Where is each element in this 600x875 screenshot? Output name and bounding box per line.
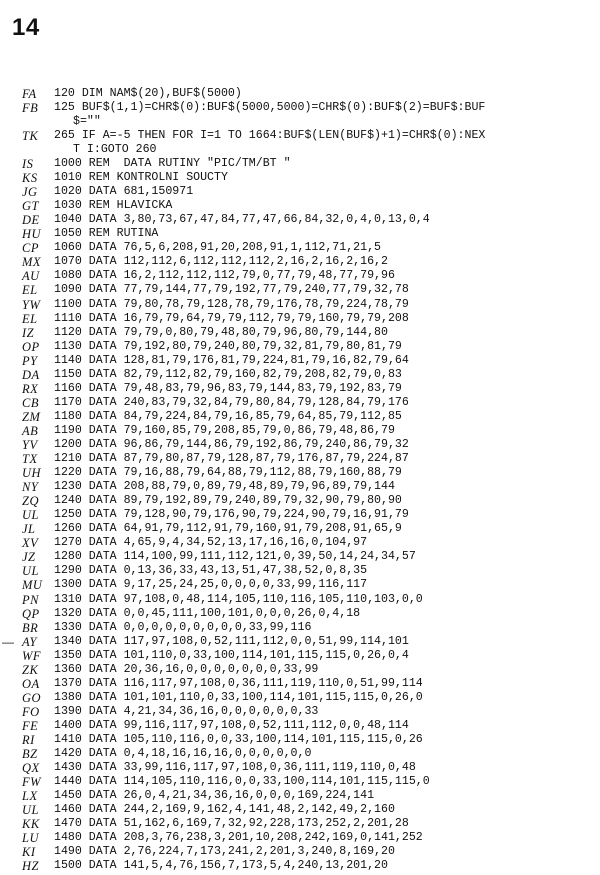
listing-line (22, 241, 592, 255)
listing-line (22, 368, 592, 382)
listing-line (22, 550, 592, 564)
line-code: 1140 DATA 128,81,79,176,81,79,224,81,79,16,82,79,64 (54, 353, 409, 367)
listing-line (22, 747, 592, 761)
listing-line (22, 396, 592, 410)
line-checksum: MU (22, 578, 43, 593)
line-code: 1200 DATA 96,86,79,144,86,79,192,86,79,240,86,79,32 (54, 437, 409, 451)
line-code-block (54, 171, 592, 185)
margin-mark: — (2, 634, 14, 649)
line-checksum: MX (22, 255, 42, 270)
line-checksum: JG (22, 185, 38, 200)
listing-line (22, 340, 592, 354)
listing-line (22, 705, 592, 719)
line-code-block (54, 101, 592, 129)
line-checksum: AU (22, 269, 40, 284)
line-code-block (54, 817, 592, 831)
line-code-block (54, 845, 592, 859)
listing-line (22, 255, 592, 269)
line-code: 1360 DATA 20,36,16,0,0,0,0,0,0,0,33,99 (54, 662, 319, 676)
line-checksum: KI (22, 845, 36, 860)
listing-line (22, 382, 592, 396)
line-checksum: YV (22, 437, 38, 452)
line-code-block (54, 663, 592, 677)
line-checksum: RX (22, 381, 39, 396)
listing-line (22, 283, 592, 297)
listing-line (22, 733, 592, 747)
line-checksum: ZM (22, 409, 41, 424)
line-code-block (54, 789, 592, 803)
listing-line (22, 803, 592, 817)
line-code-block (54, 283, 592, 297)
line-checksum: FB (22, 101, 39, 116)
listing-line (22, 466, 592, 480)
listing-line (22, 564, 592, 578)
line-checksum: ZK (22, 662, 39, 677)
listing-line (22, 508, 592, 522)
line-checksum: PY (22, 353, 38, 368)
line-code-block (54, 494, 592, 508)
line-code-block (54, 354, 592, 368)
line-code: 1180 DATA 84,79,224,84,79,16,85,79,64,85,79,112,85 (54, 409, 402, 423)
line-code: 1450 DATA 26,0,4,21,34,36,16,0,0,0,169,224,141 (54, 789, 375, 803)
listing-line (22, 719, 592, 733)
line-code: 1230 DATA 208,88,79,0,89,79,48,89,79,96,89,79,144 (54, 480, 395, 494)
line-checksum: DA (22, 367, 40, 382)
listing-line (22, 410, 592, 424)
line-code: 1440 DATA 114,105,110,116,0,0,33,100,114,101,115,115,0 (54, 775, 430, 789)
line-code-block (54, 859, 592, 873)
line-code: 1310 DATA 97,108,0,48,114,105,110,116,105,110,103,0,0 (54, 592, 423, 606)
listing-line (22, 269, 592, 283)
line-code-block (54, 326, 592, 340)
line-code-block (54, 691, 592, 705)
line-code-block (54, 593, 592, 607)
line-checksum: FW (22, 775, 42, 790)
line-code-block (54, 438, 592, 452)
line-code: 1350 DATA 101,110,0,33,100,114,101,115,115,0,26,0,4 (54, 648, 409, 662)
listing-line (22, 789, 592, 803)
line-code-block (54, 396, 592, 410)
line-code: 1090 DATA 77,79,144,77,79,192,77,79,240,77,79,32,78 (54, 283, 409, 297)
line-checksum: FA (22, 87, 37, 101)
line-checksum: NY (22, 480, 39, 495)
line-code: 1430 DATA 33,99,116,117,97,108,0,36,111,119,110,0,48 (54, 761, 416, 775)
line-code: 1500 DATA 141,5,4,76,156,7,173,5,4,240,13,201,20 (54, 859, 388, 873)
line-checksum: HU (22, 227, 42, 242)
line-code-block (54, 340, 592, 354)
line-code-block (54, 129, 592, 157)
line-code: 1100 DATA 79,80,78,79,128,78,79,176,78,79,224,78,79 (54, 297, 409, 311)
line-code-block (54, 424, 592, 438)
listing-line (22, 677, 592, 691)
line-checksum: TK (22, 129, 39, 144)
line-code: 1490 DATA 2,76,224,7,173,241,2,201,3,240,8,169,20 (54, 845, 395, 859)
line-checksum: HZ (22, 859, 39, 874)
line-code: 1210 DATA 87,79,80,87,79,128,87,79,176,87,79,224,87 (54, 452, 409, 466)
line-code-block (54, 719, 592, 733)
listing-line (22, 761, 592, 775)
line-checksum: JL (22, 522, 36, 537)
line-checksum: OP (22, 339, 40, 354)
line-code-block (54, 649, 592, 663)
line-code: 1060 DATA 76,5,6,208,91,20,208,91,1,112,71,21,5 (54, 241, 381, 255)
line-code: 1170 DATA 240,83,79,32,84,79,80,84,79,128,84,79,176 (54, 395, 409, 409)
line-checksum: TX (22, 452, 38, 467)
line-checksum: DE (22, 213, 40, 228)
line-code: 125 BUF$(1,1)=CHR$(0):BUF$(5000,5000)=CHR$(0):BUF$(2)=BUF$:BUF (54, 101, 486, 115)
line-code-block (54, 705, 592, 719)
line-checksum: IS (22, 157, 34, 172)
line-code-block (54, 312, 592, 326)
line-checksum: UL (22, 803, 39, 818)
line-code: 1270 DATA 4,65,9,4,34,52,13,17,16,16,0,104,97 (54, 536, 368, 550)
listing-line (22, 663, 592, 677)
line-code-block (54, 227, 592, 241)
line-checksum: LX (22, 789, 38, 804)
line-code: 1400 DATA 99,116,117,97,108,0,52,111,112,0,0,48,114 (54, 718, 409, 732)
line-code-block (54, 635, 592, 649)
line-checksum: OA (22, 676, 40, 691)
listing-line (22, 213, 592, 227)
basic-listing (2, 87, 592, 874)
line-checksum: LU (22, 831, 39, 846)
page-number: 14 (12, 14, 40, 41)
line-code: 1420 DATA 0,4,18,16,16,16,0,0,0,0,0,0 (54, 747, 312, 761)
line-code-block (54, 382, 592, 396)
line-code: 1070 DATA 112,112,6,112,112,112,2,16,2,16,2,16,2 (54, 255, 388, 269)
line-checksum: XV (22, 536, 39, 551)
listing-line (22, 607, 592, 621)
line-code: 1240 DATA 89,79,192,89,79,240,89,79,32,90,79,80,90 (54, 494, 402, 508)
line-code-block (54, 199, 592, 213)
listing-line (22, 831, 592, 845)
line-checksum: EL (22, 311, 38, 326)
line-code: 1410 DATA 105,110,116,0,0,33,100,114,101,115,115,0,26 (54, 732, 423, 746)
line-checksum: CB (22, 395, 39, 410)
line-code-block (54, 508, 592, 522)
line-code: 1340 DATA 117,97,108,0,52,111,112,0,0,51,99,114,101 (54, 634, 409, 648)
line-checksum: QP (22, 606, 40, 621)
line-checksum: KK (22, 817, 40, 832)
line-code: 1470 DATA 51,162,6,169,7,32,92,228,173,252,2,201,28 (54, 817, 409, 831)
line-code-block (54, 522, 592, 536)
line-checksum: FE (22, 718, 39, 733)
line-code-continuation: $="" (73, 115, 101, 129)
line-code: 1150 DATA 82,79,112,82,79,160,82,79,208,82,79,0,83 (54, 367, 402, 381)
line-code-block (54, 607, 592, 621)
line-checksum: KS (22, 171, 38, 186)
listing-line (2, 634, 592, 649)
listing-line (22, 129, 592, 157)
line-code: 1300 DATA 9,17,25,24,25,0,0,0,0,33,99,116,117 (54, 578, 368, 592)
line-code: 1130 DATA 79,192,80,79,240,80,79,32,81,79,80,81,79 (54, 339, 402, 353)
line-checksum: ZQ (22, 494, 39, 509)
line-code-block (54, 368, 592, 382)
line-checksum: IZ (22, 325, 35, 340)
line-checksum: GT (22, 199, 39, 214)
listing-line (22, 157, 592, 171)
line-code: 1290 DATA 0,13,36,33,43,13,51,47,38,52,0,8,35 (54, 564, 368, 578)
listing-line (22, 691, 592, 705)
line-code-block (54, 550, 592, 564)
listing-line (22, 227, 592, 241)
line-code-block (54, 578, 592, 592)
line-code-block (54, 803, 592, 817)
listing-line (22, 424, 592, 438)
line-checksum: YW (22, 297, 41, 312)
line-code: 1190 DATA 79,160,85,79,208,85,79,0,86,79,48,86,79 (54, 423, 395, 437)
line-code-block (54, 269, 592, 283)
line-code: 1460 DATA 244,2,169,9,162,4,141,48,2,142,49,2,160 (54, 803, 395, 817)
line-code-block (54, 733, 592, 747)
line-code-block (54, 185, 592, 199)
line-code: 1250 DATA 79,128,90,79,176,90,79,224,90,79,16,91,79 (54, 508, 409, 522)
line-code: 1390 DATA 4,21,34,36,16,0,0,0,0,0,0,33 (54, 704, 319, 718)
line-checksum: FO (22, 704, 40, 719)
line-code: 1110 DATA 16,79,79,64,79,79,112,79,79,160,79,79,208 (54, 311, 409, 325)
line-code-block (54, 831, 592, 845)
listing-line (22, 199, 592, 213)
line-code: 1370 DATA 116,117,97,108,0,36,111,119,110,0,51,99,114 (54, 676, 423, 690)
listing-line (22, 312, 592, 326)
line-checksum: PN (22, 592, 39, 607)
line-code: 1080 DATA 16,2,112,112,112,79,0,77,79,48,77,79,96 (54, 269, 395, 283)
line-code-block (54, 466, 592, 480)
line-code-block (54, 157, 592, 171)
listing-line (22, 480, 592, 494)
line-code: 1380 DATA 101,101,110,0,33,100,114,101,115,115,0,26,0 (54, 690, 423, 704)
line-code: 1220 DATA 79,16,88,79,64,88,79,112,88,79,160,88,79 (54, 466, 402, 480)
listing-line (22, 354, 592, 368)
line-code: 1260 DATA 64,91,79,112,91,79,160,91,79,208,91,65,9 (54, 522, 402, 536)
listing-line (22, 621, 592, 635)
listing-line (22, 522, 592, 536)
line-code-block (54, 452, 592, 466)
listing-line (22, 452, 592, 466)
line-code-block (54, 87, 592, 101)
line-code-block (54, 480, 592, 494)
line-code-block (54, 621, 592, 635)
listing-line (22, 185, 592, 199)
line-code-block (54, 564, 592, 578)
line-checksum: AB (22, 423, 39, 438)
listing-line (22, 326, 592, 340)
listing-line (22, 494, 592, 508)
line-code: 1120 DATA 79,79,0,80,79,48,80,79,96,80,79,144,80 (54, 325, 388, 339)
line-checksum: UH (22, 466, 42, 481)
line-checksum: GO (22, 690, 42, 705)
line-code: 1000 REM DATA RUTINY "PIC/TM/BT " (54, 157, 291, 171)
line-code: 1320 DATA 0,0,45,111,100,101,0,0,0,26,0,4,18 (54, 606, 361, 620)
line-checksum: WF (22, 648, 42, 663)
listing-line (22, 775, 592, 789)
line-code-block (54, 255, 592, 269)
line-checksum: EL (22, 283, 38, 298)
line-checksum: BZ (22, 747, 38, 762)
line-code-block (54, 241, 592, 255)
line-code: 265 IF A=-5 THEN FOR I=1 TO 1664:BUF$(LEN(BUF$)+1)=CHR$(0):NEX (54, 129, 486, 143)
listing-line (22, 845, 592, 859)
line-code-block (54, 747, 592, 761)
line-checksum: UL (22, 564, 39, 579)
listing-line (22, 87, 592, 101)
listing-line (22, 578, 592, 592)
line-code-block (54, 775, 592, 789)
listing-line (22, 649, 592, 663)
listing-line (22, 817, 592, 831)
line-checksum: UL (22, 508, 39, 523)
line-code-block (54, 761, 592, 775)
line-code-block (54, 410, 592, 424)
line-checksum: CP (22, 241, 39, 256)
line-code: 1040 DATA 3,80,73,67,47,84,77,47,66,84,32,0,4,0,13,0,4 (54, 213, 430, 227)
line-code: 1330 DATA 0,0,0,0,0,0,0,0,0,33,99,116 (54, 620, 312, 634)
line-code: 1280 DATA 114,100,99,111,112,121,0,39,50,14,24,34,57 (54, 550, 416, 564)
line-code: 1010 REM KONTROLNI SOUCTY (54, 171, 228, 185)
line-code: 1050 REM RUTINA (54, 227, 159, 241)
line-code-block (54, 213, 592, 227)
line-code-block (54, 298, 592, 312)
line-code-block (54, 536, 592, 550)
listing-line (22, 298, 592, 312)
listing-line (22, 859, 592, 873)
line-checksum: QX (22, 761, 40, 776)
line-code: 120 DIM NAM$(20),BUF$(5000) (54, 87, 242, 100)
line-code: 1480 DATA 208,3,76,238,3,201,10,208,242,169,0,141,252 (54, 831, 423, 845)
line-checksum: RI (22, 732, 35, 747)
listing-line (22, 171, 592, 185)
line-code: 1020 DATA 681,150971 (54, 185, 194, 199)
line-code: 1030 REM HLAVICKA (54, 199, 173, 213)
line-code-continuation: T I:GOTO 260 (73, 143, 157, 157)
listing-line (22, 536, 592, 550)
line-checksum: BR (22, 620, 39, 635)
line-code-block (54, 677, 592, 691)
listing-line (22, 101, 592, 129)
line-checksum: AY (22, 634, 37, 649)
listing-line (22, 593, 592, 607)
line-code: 1160 DATA 79,48,83,79,96,83,79,144,83,79,192,83,79 (54, 381, 402, 395)
listing-line (22, 438, 592, 452)
line-checksum: JZ (22, 550, 36, 565)
